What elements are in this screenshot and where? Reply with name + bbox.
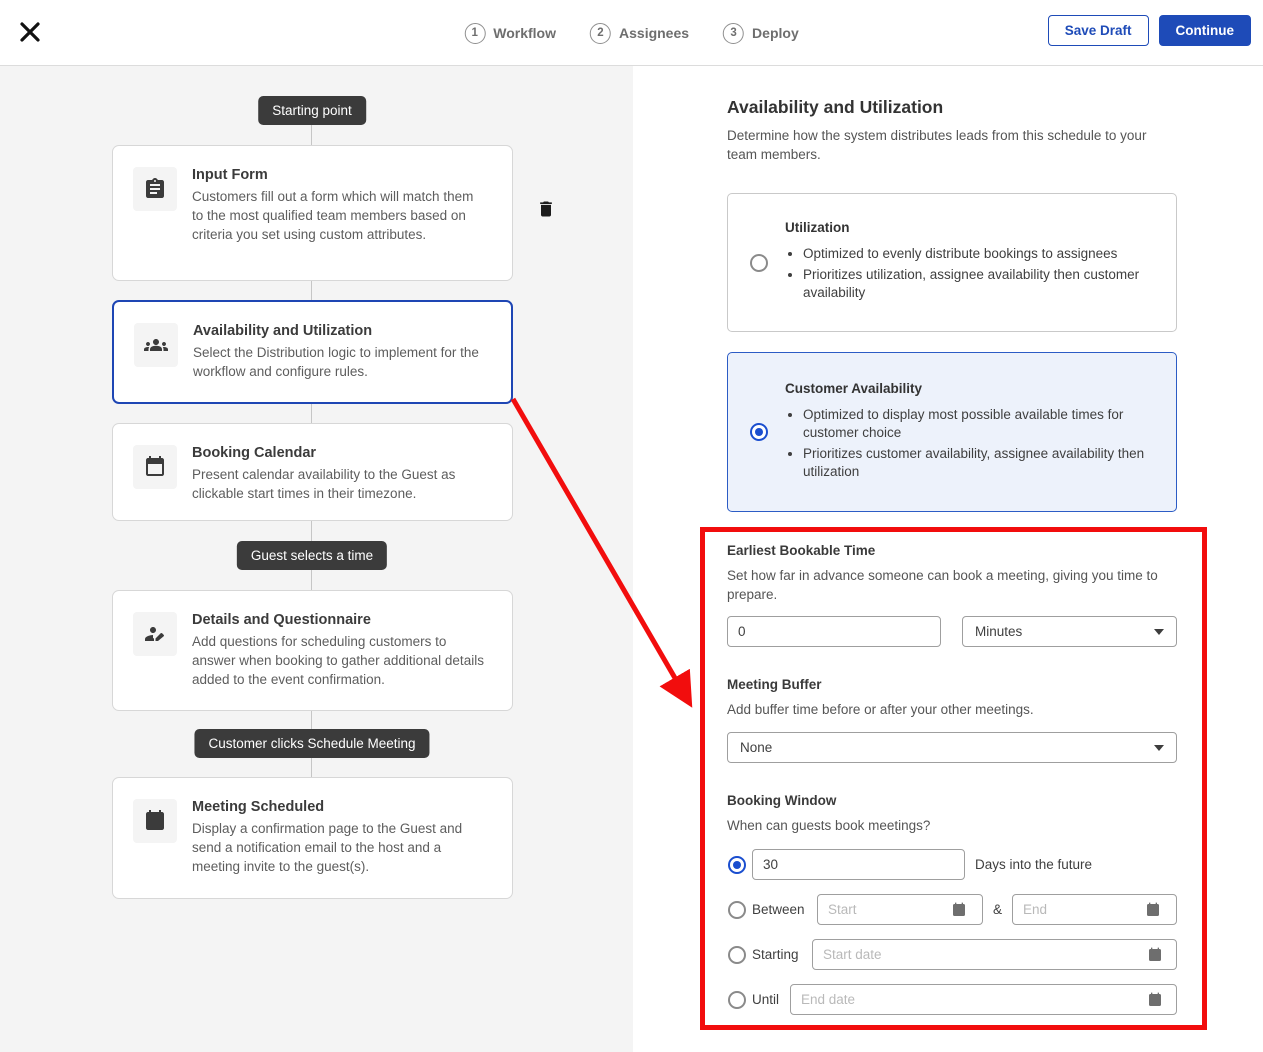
flow-card-description: Customers fill out a form which will match them to the most qualified team members based on criteria you set using custom attributes. [192, 189, 474, 242]
between-start-input[interactable] [817, 894, 983, 925]
utilization-radio[interactable] [750, 254, 768, 272]
top-bar [0, 0, 1263, 66]
step-label: Deploy [752, 25, 799, 41]
customer-clicks-schedule-badge: Customer clicks Schedule Meeting [194, 729, 429, 758]
flow-card-title: Booking Calendar [192, 445, 317, 461]
option-bullet: • Optimized to evenly distribute bookings to assignees [803, 245, 1155, 264]
meeting-buffer-label: Meeting Buffer [727, 677, 822, 692]
wizard-stepper [464, 0, 798, 66]
step-number: 1 [464, 23, 485, 44]
step-number: 2 [590, 23, 611, 44]
flow-card-details-questionnaire[interactable] [112, 590, 513, 711]
booking-window-label: Booking Window [727, 793, 837, 808]
step-label: Assignees [619, 25, 690, 41]
flow-card-title: Details and Questionnaire [192, 612, 371, 628]
guest-selects-time-badge: Guest selects a time [237, 541, 387, 570]
flow-card-description: Add questions for scheduling customers to answer when booking to gather additional details added to the event confirmation. [192, 634, 484, 687]
settings-description: Determine how the system distributes leads from this schedule to your team members. [727, 128, 1147, 162]
flow-card-booking-calendar[interactable] [112, 423, 513, 521]
earliest-bookable-label: Earliest Bookable Time [727, 543, 876, 558]
meeting-buffer-select[interactable] [727, 732, 1177, 763]
flow-card-input-form[interactable] [112, 145, 513, 281]
chevron-down-icon [1154, 629, 1164, 635]
flow-card-title: Availability and Utilization [193, 323, 373, 339]
people-icon [144, 333, 168, 357]
option-card-customer-availability[interactable] [727, 352, 1177, 512]
settings-title: Availability and Utilization [727, 97, 944, 117]
starting-date-input[interactable] [812, 939, 1177, 970]
chevron-down-icon [1154, 745, 1164, 751]
earliest-bookable-value-input[interactable] [727, 616, 941, 647]
booking-window-description: When can guests book meetings? [727, 818, 931, 833]
flow-card-description: Present calendar availability to the Guest as clickable start times in their timezone. [192, 467, 456, 501]
between-end-input[interactable] [1012, 894, 1177, 925]
calendar-icon [143, 455, 167, 479]
until-date-input[interactable] [790, 984, 1177, 1015]
option-title: Utilization [785, 220, 850, 236]
calendar-check-icon [143, 809, 167, 833]
option-card-utilization[interactable] [727, 193, 1177, 332]
delete-step-button[interactable] [536, 198, 556, 220]
option-title: Customer Availability [785, 380, 923, 396]
earliest-bookable-unit-select[interactable] [962, 616, 1177, 647]
option-bullet: • Prioritizes utilization, assignee availability then customer availability [803, 266, 1155, 303]
days-future-value-input[interactable] [752, 849, 965, 880]
days-future-suffix: Days into the future [975, 857, 1093, 872]
customer-availability-radio[interactable] [750, 423, 768, 441]
days-future-radio[interactable] [728, 856, 746, 874]
flow-card-meeting-scheduled[interactable] [112, 777, 513, 899]
close-icon [19, 21, 41, 43]
topbar-actions [1048, 15, 1251, 46]
starting-radio[interactable] [728, 946, 746, 964]
step-assignees[interactable] [590, 23, 689, 44]
selected-unit: Minutes [975, 624, 1023, 639]
step-label: Workflow [493, 25, 557, 41]
flow-card-availability-utilization[interactable] [112, 300, 513, 404]
close-button[interactable] [14, 16, 46, 48]
save-draft-button[interactable]: Save Draft [1048, 15, 1149, 46]
selected-buffer: None [740, 740, 773, 755]
starting-label: Starting [752, 947, 799, 962]
between-radio[interactable] [728, 901, 746, 919]
flow-card-description: Display a confirmation page to the Guest and send a notification email to the host and a meeting invite to the guest(s). [192, 821, 463, 874]
continue-button[interactable]: Continue [1159, 15, 1252, 46]
until-label: Until [752, 992, 780, 1007]
flow-card-description: Select the Distribution logic to implement for the workflow and configure rules. [193, 345, 479, 379]
option-bullet: • Optimized to display most possible available times for customer choice [803, 406, 1155, 443]
meeting-buffer-description: Add buffer time before or after your other meetings. [727, 702, 1034, 717]
between-label: Between [752, 902, 805, 917]
step-workflow[interactable] [464, 23, 556, 44]
step-deploy[interactable] [723, 23, 799, 44]
starting-point-badge: Starting point [258, 96, 366, 125]
earliest-bookable-description: Set how far in advance someone can book a meeting, giving you time to prepare. [727, 568, 1158, 602]
flow-card-title: Input Form [192, 167, 268, 183]
step-number: 3 [723, 23, 744, 44]
flow-card-title: Meeting Scheduled [192, 799, 325, 815]
until-radio[interactable] [728, 991, 746, 1009]
option-bullet: • Prioritizes customer availability, assignee availability then utilization [803, 445, 1155, 482]
trash-icon [536, 198, 556, 220]
between-separator: & [993, 902, 1003, 917]
clipboard-icon [143, 177, 167, 201]
person-edit-icon [143, 622, 167, 646]
